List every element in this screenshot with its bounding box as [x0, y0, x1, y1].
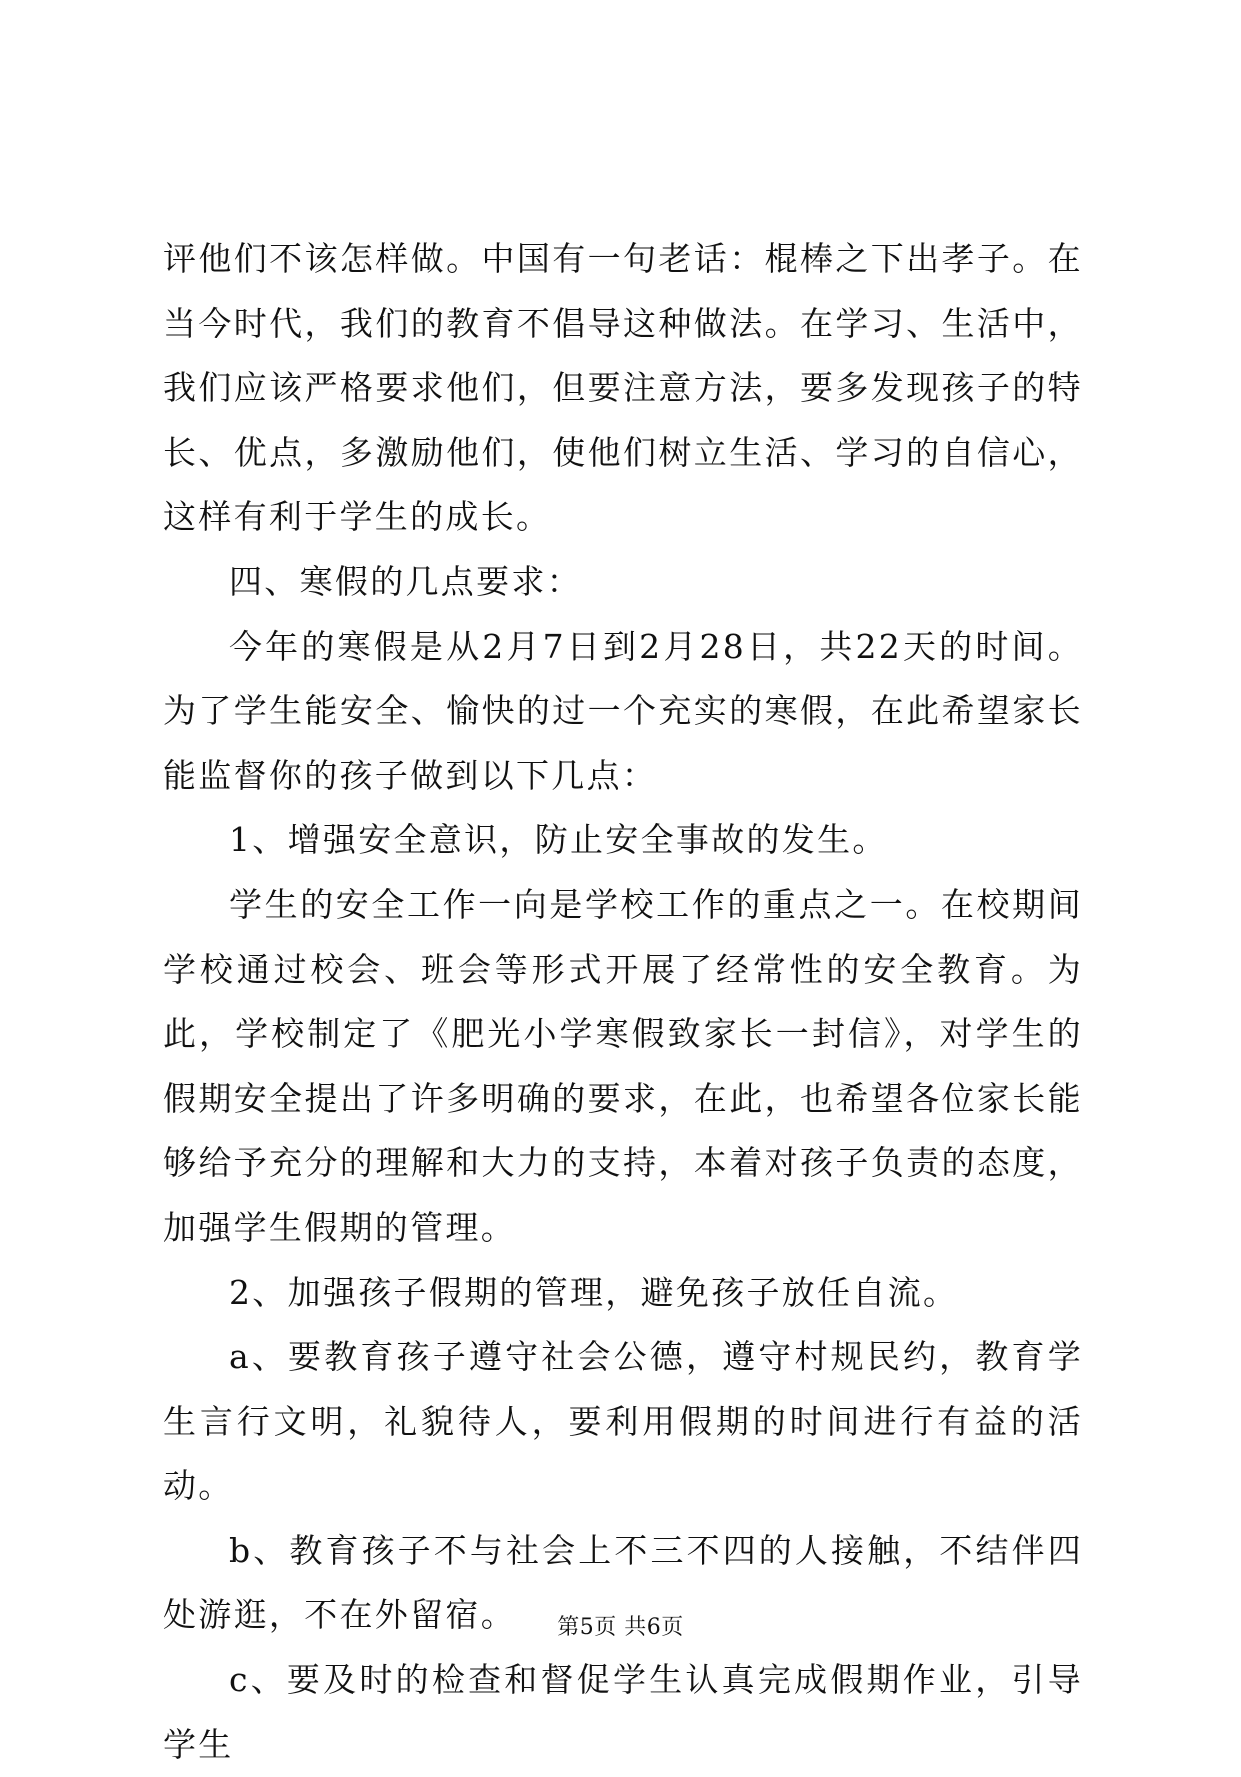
document-body [163, 227, 1083, 1777]
subitem-c: c、要及时的检查和督促学生认真完成假期作业，引导学生 [163, 1660, 1083, 1764]
item-heading-holiday-management: 2、加强孩子假期的管理，避免孩子放任自流。 [229, 1272, 959, 1312]
page-number-footer: 第5页 共6页 [557, 1615, 684, 1640]
subitem-b: b、教育孩子不与社会上不三不四的人接触，不结伴四处游逛，不在外留宿。 [163, 1530, 1083, 1635]
paragraph-continuation: 评他们不该怎样做。中国有一句老话：棍棒之下出孝子。在当今时代，我们的教育不倡导这种做法。在学习、生活中，我们应该严格要求他们，但要注意方法，要多发现孩子的特长、优点，多激励他们，使他们树立生活、学习的自信心，这样有利于学生的成长。 [163, 239, 1083, 537]
paragraph-winter-break-dates: 今年的寒假是从2月7日到2月28日，共22天的时间。为了学生能安全、愉快的过一个充实的寒假，在此希望家长能监督你的孩子做到以下几点： [163, 626, 1083, 795]
subitem-a: a、要教育孩子遵守社会公德，遵守村规民约，教育学生言行文明，礼貌待人，要利用假期的时间进行有益的活动。 [163, 1337, 1083, 1506]
paragraph-safety-work: 学生的安全工作一向是学校工作的重点之一。在校期间学校通过校会、班会等形式开展了经常性的安全教育。为此，学校制定了《肥光小学寒假致家长一封信》，对学生的假期安全提出了许多明确的要求，在此，也希望各位家长能够给予充分的理解和大力的支持，本着对孩子负责的态度，加强学生假期的管理。 [163, 884, 1083, 1247]
section-heading-winter-break-requirements: 四、寒假的几点要求： [229, 561, 582, 601]
item-heading-safety-awareness: 1、增强安全意识，防止安全事故的发生。 [229, 820, 888, 860]
